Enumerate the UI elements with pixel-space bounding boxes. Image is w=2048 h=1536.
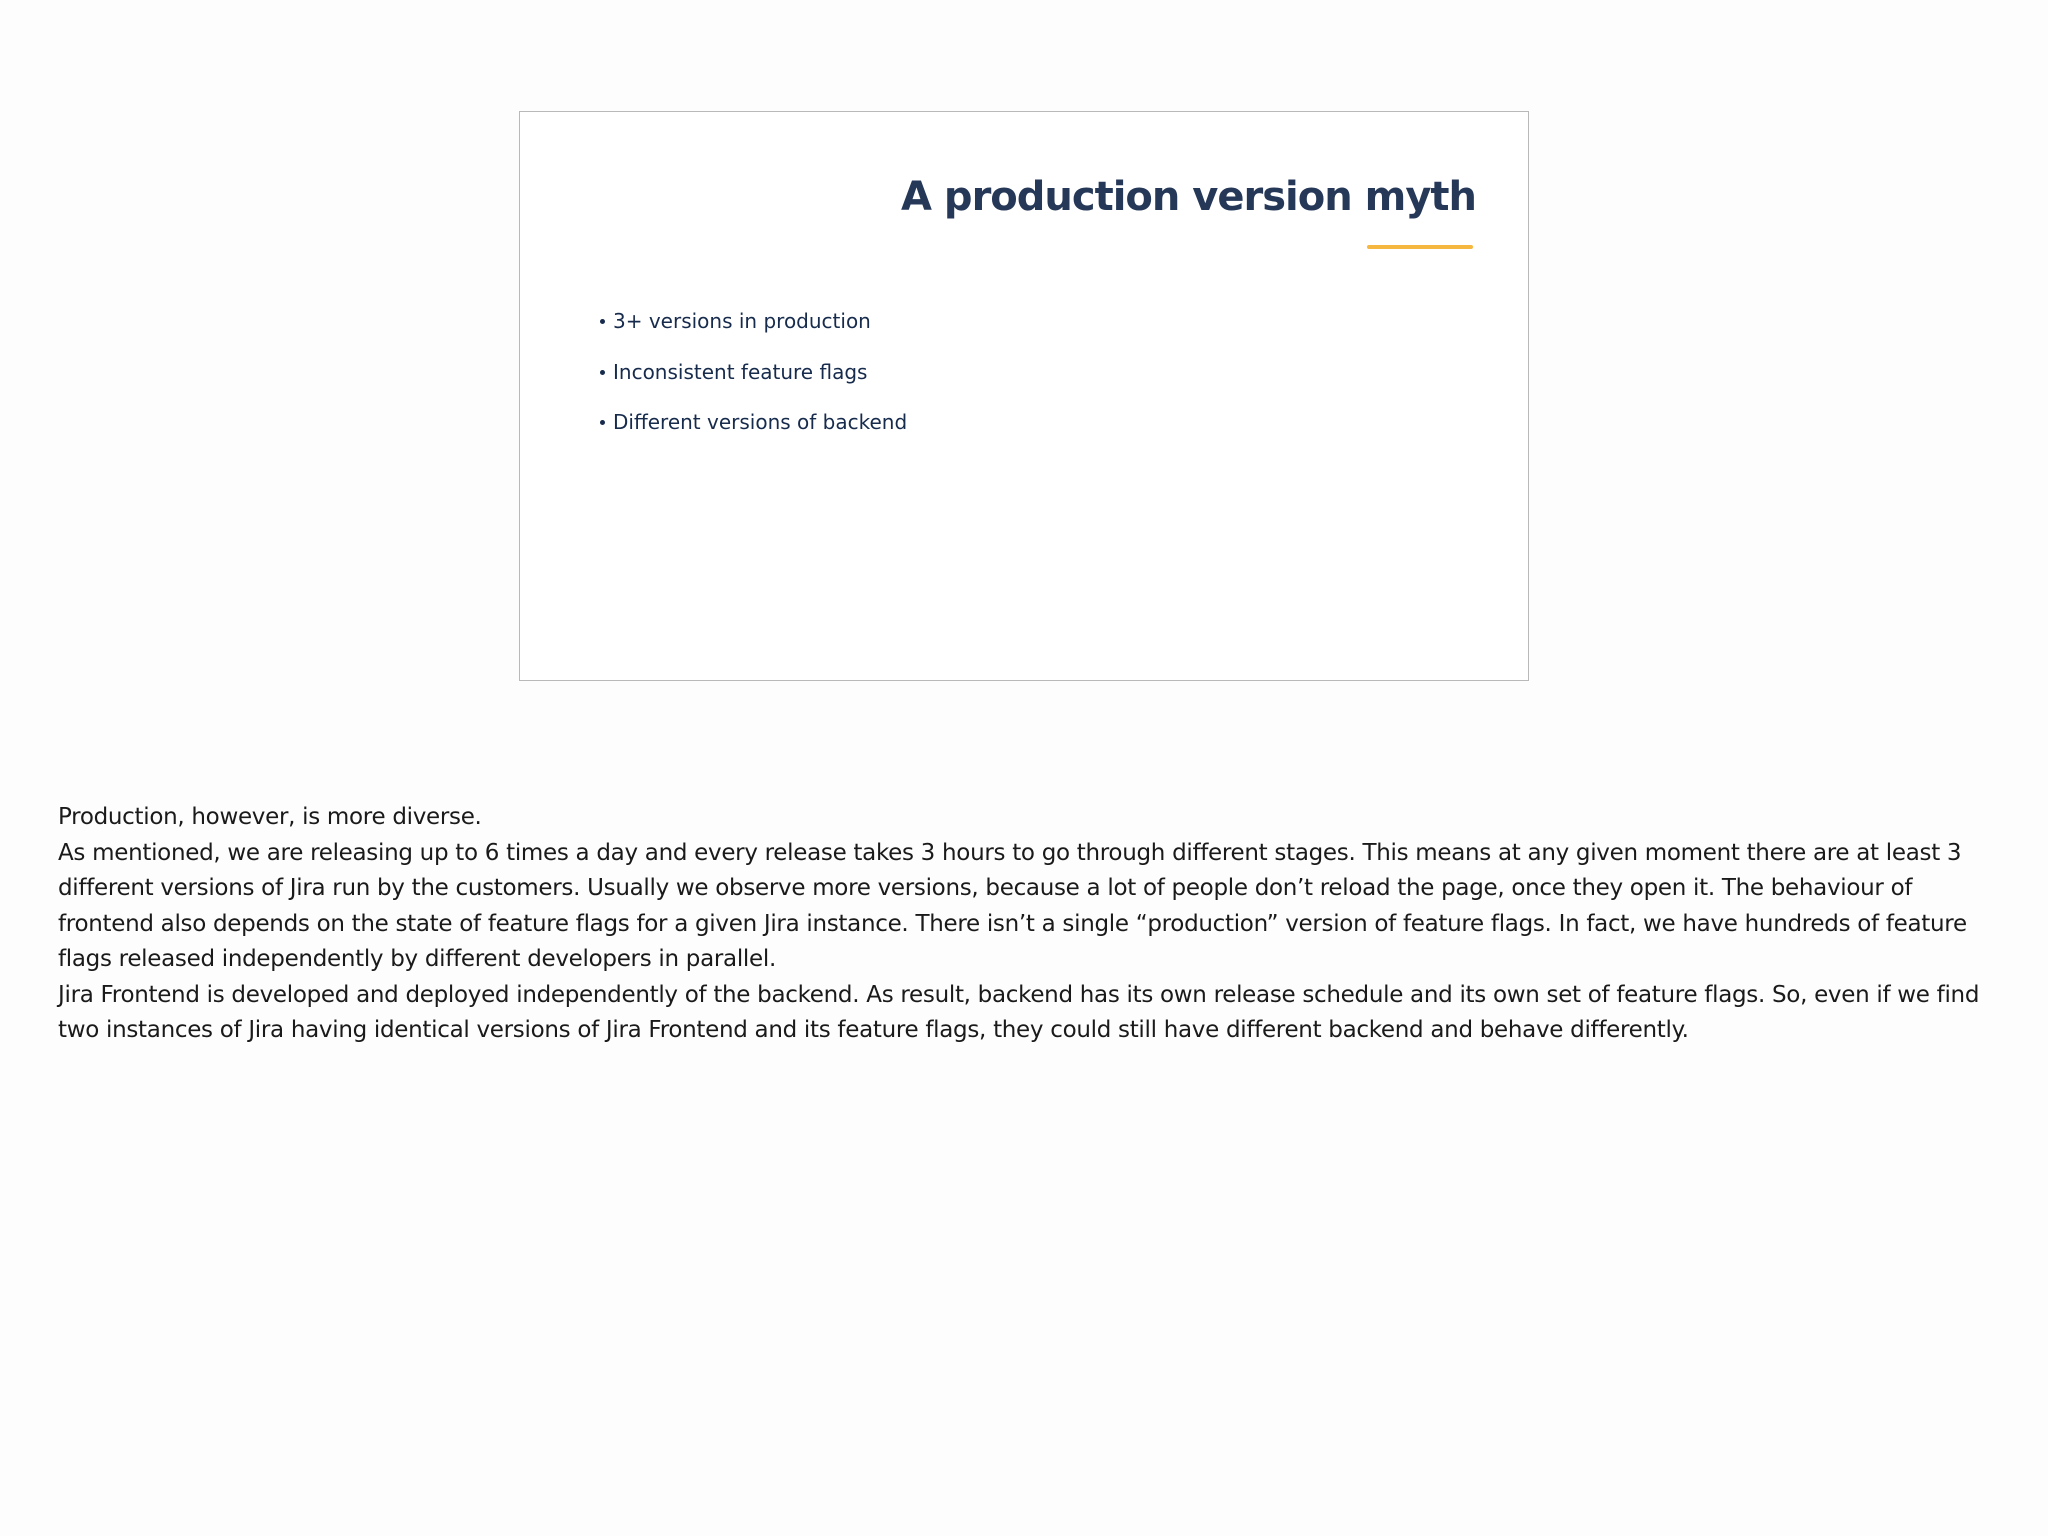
notes-paragraph: Jira Frontend is developed and deployed independently of the backend. As result, backend has its own release schedule and its own set of feature flags. So, even if we find two instances of Jira having identical versions of Jira Frontend and its feature flags, they could still have different backend and behave differently.	[58, 981, 1980, 1043]
slide-bullet-item	[600, 408, 907, 459]
bullet-dot-icon	[600, 420, 605, 425]
bullet-dot-icon	[600, 319, 605, 324]
notes-paragraph: As mentioned, we are releasing up to 6 times a day and every release takes 3 hours to go through different stages. This means at any given moment there are at least 3 different versions of Jira run by the customers. Usually we observe more versions, because a lot of people don’t reload the page, once they open it. The behaviour of frontend also depends on the state of feature flags for a given Jira instance. There isn’t a single “production” version of feature flags. In fact, we have hundreds of feature flags released independently by different developers in parallel.	[58, 839, 1967, 972]
notes-paragraph: Production, however, is more diverse.	[58, 804, 482, 830]
slide-bullet-text: Inconsistent feature flags	[613, 359, 868, 384]
bullet-dot-icon	[600, 370, 605, 375]
speaker-notes	[58, 800, 2008, 1049]
slide-bullet-text: Different versions of backend	[613, 410, 908, 434]
slide-title: A production version myth	[901, 174, 1476, 220]
slide-thumbnail[interactable]	[519, 111, 1529, 681]
title-underline	[1367, 245, 1473, 249]
slide-bullet-item	[600, 358, 907, 409]
slide-bullet-list	[600, 307, 907, 459]
slide-bullet-text: 3+ versions in production	[613, 309, 871, 333]
slide-bullet-item	[600, 307, 907, 358]
